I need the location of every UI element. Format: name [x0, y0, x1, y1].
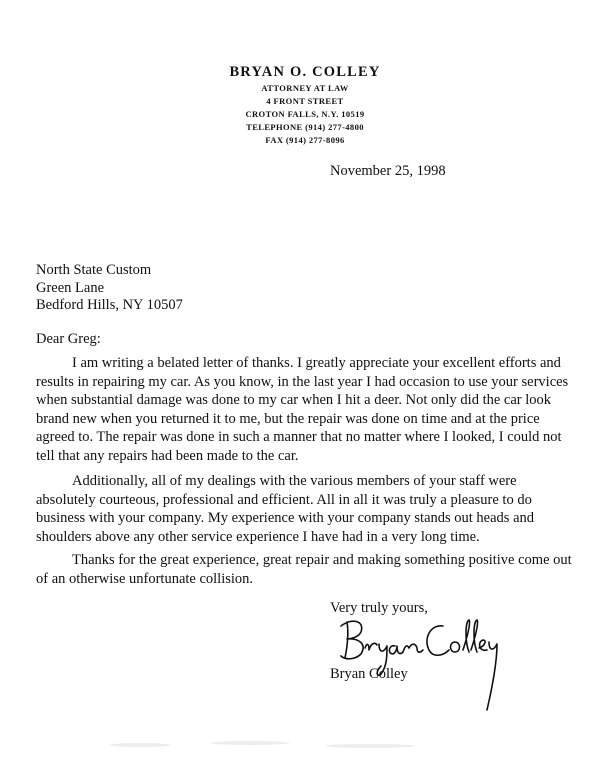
- scan-smudge: [80, 735, 480, 755]
- handwritten-signature: [325, 612, 515, 722]
- letterhead-name: BRYAN O. COLLEY: [229, 64, 381, 80]
- signer-name: Bryan Colley: [330, 666, 408, 682]
- paragraph-1-text: I am writing a belated letter of thanks. I greatly appreciate your excellent efforts and results in repairing my car. As you know, in the last year I had occasion to use your services when substantial damage was done to my car when I hit a deer. Not only did the car look brand new when you returned it to me, but the repair was done on time and at the price agreed to. The repair was done in such a manner that no matter where I looked, I could not tell that any repairs had been made to the car.: [36, 355, 569, 464]
- recipient-address: [36, 262, 183, 315]
- letterhead-fax: FAX (914) 277-8096: [265, 135, 345, 145]
- recipient-line-2: Green Lane: [36, 279, 105, 296]
- body-paragraph-1: [36, 354, 576, 465]
- closing: Very truly yours,: [330, 600, 428, 616]
- paragraph-3-text: Thanks for the great experience, great repair and making something positive come out of an otherwise unfortunate collision.: [36, 552, 572, 587]
- letterhead: [200, 62, 410, 147]
- salutation: Dear Greg:: [36, 331, 101, 347]
- letterhead-title: ATTORNEY AT LAW: [261, 83, 349, 93]
- recipient-line-3: Bedford Hills, NY 10507: [36, 297, 183, 313]
- letter-date: November 25, 1998: [330, 163, 446, 179]
- letterhead-telephone: TELEPHONE (914) 277-4800: [246, 122, 364, 132]
- recipient-line-1: North State Custom: [36, 262, 152, 278]
- letterhead-street: 4 FRONT STREET: [266, 96, 344, 106]
- body-paragraph-3: [36, 551, 576, 588]
- letterhead-city: CROTON FALLS, N.Y. 10519: [245, 109, 365, 119]
- paragraph-2-text: Additionally, all of my dealings with the various members of your staff were absolutely courteous, professional and efficient. All in all it was truly a pleasure to do business with your company. My experience with your company stands out heads and shoulders above any other service experience I have had in a very long time.: [36, 473, 534, 545]
- body-paragraph-2: [36, 472, 576, 546]
